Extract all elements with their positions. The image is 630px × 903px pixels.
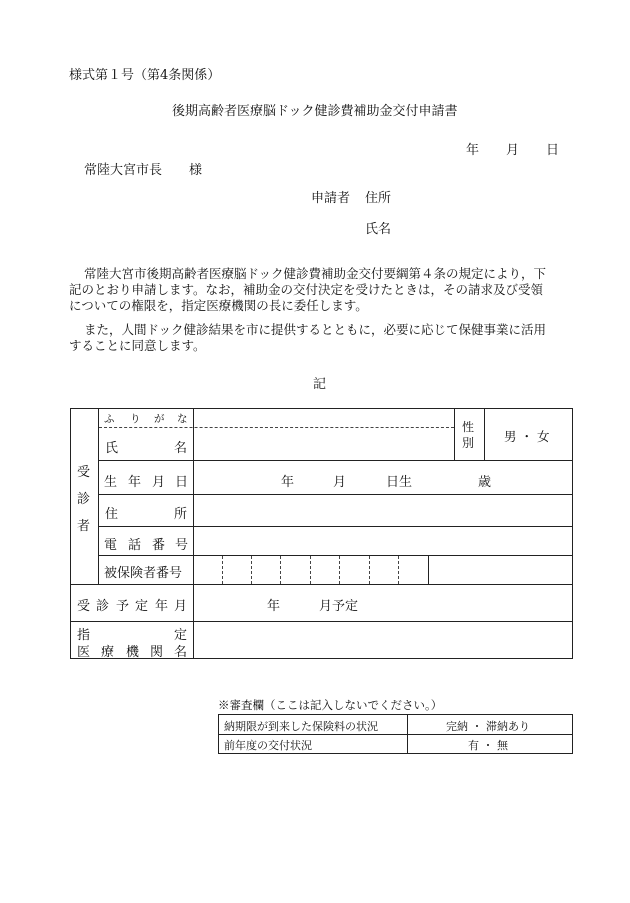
- examinee-label-2: 診: [77, 492, 91, 507]
- address-label-2: 所: [174, 507, 188, 522]
- exam-schedule-label-2: 診: [96, 599, 110, 614]
- exam-year-label: 年: [267, 599, 281, 614]
- exam-month-label: 月予定: [319, 599, 359, 614]
- name-label-2: 名: [174, 441, 188, 456]
- review-row-2-label: 前年度の交付状況: [224, 739, 312, 752]
- body-line-5: することに同意します。: [69, 338, 206, 353]
- name-label-1: 氏: [105, 441, 119, 456]
- body-line-2: 記のとおり申請します。なお，補助金の交付決定を受けたときは，その請求及び受領: [69, 282, 544, 297]
- birth-month-label: 月: [333, 475, 347, 490]
- body-line-3: についての権限を，指定医療機関の長に委任します。: [69, 298, 368, 313]
- institution-label-2d: 関: [150, 645, 164, 660]
- institution-label-2a: 医: [77, 645, 91, 660]
- phone-field[interactable]: [194, 527, 572, 555]
- date-day-label: 日: [546, 143, 560, 158]
- institution-label-1b: 定: [174, 628, 188, 643]
- applicant-name-label: 氏名: [365, 222, 392, 237]
- furigana-label-2: り: [130, 413, 141, 425]
- review-title: ※審査欄（ここは記入しないでください。）: [218, 698, 443, 712]
- insured-number-field[interactable]: [194, 556, 428, 584]
- addressee-name: 常陸大宮市長: [84, 163, 163, 178]
- age-label: 歳: [478, 475, 492, 490]
- review-row-2-value: 有 ・ 無: [468, 739, 508, 752]
- furigana-label-3: が: [154, 413, 165, 425]
- review-row-1-label: 納期限が到来した保険料の状況: [224, 720, 378, 733]
- exam-schedule-label-4: 定: [135, 599, 149, 614]
- examinee-label-3: 者: [77, 519, 91, 534]
- form-number: 様式第１号（第4条関係）: [69, 68, 221, 83]
- gender-options[interactable]: 男 ・ 女: [504, 429, 550, 444]
- exam-schedule-label-1: 受: [77, 599, 91, 614]
- review-row-1-value: 完納 ・ 滞納あり: [446, 720, 530, 733]
- exam-schedule-label-6: 月: [174, 599, 188, 614]
- page-title: 後期高齢者医療脳ドック健診費補助金交付申請書: [172, 104, 458, 119]
- phone-label-1: 電: [104, 538, 118, 553]
- body-line-4: また，人間ドック健診結果を市に提供するとともに，必要に応じて保健事業に活用: [84, 322, 547, 337]
- address-field[interactable]: [194, 495, 572, 526]
- institution-field[interactable]: [194, 622, 572, 658]
- name-field[interactable]: [194, 428, 453, 460]
- gender-label-1: 性: [462, 420, 475, 434]
- birthdate-label-4: 日: [175, 475, 189, 490]
- birthdate-label-2: 年: [128, 475, 142, 490]
- examinee-label-1: 受: [77, 465, 91, 480]
- applicant-address-label: 住所: [365, 191, 392, 206]
- ki-label: 記: [313, 377, 327, 392]
- applicant-label: 申請者: [311, 191, 351, 206]
- birthdate-label-1: 生: [104, 475, 118, 490]
- body-line-1: 常陸大宮市後期高齢者医療脳ドック健診費補助金交付要綱第４条の規定により，下: [84, 266, 547, 281]
- phone-label-4: 号: [175, 538, 189, 553]
- exam-schedule-label-5: 年: [155, 599, 169, 614]
- institution-label-2b: 療: [101, 645, 115, 660]
- institution-label-2c: 機: [126, 645, 140, 660]
- insured-number-label: 被保険者番号: [104, 566, 183, 581]
- institution-label-1a: 指: [77, 628, 91, 643]
- phone-label-2: 話: [128, 538, 142, 553]
- birth-year-label: 年: [281, 475, 295, 490]
- institution-label-2e: 名: [174, 645, 188, 660]
- furigana-field[interactable]: [194, 409, 453, 427]
- exam-schedule-label-3: 予: [116, 599, 130, 614]
- furigana-label-4: な: [177, 413, 188, 425]
- birth-day-label: 日生: [386, 475, 413, 490]
- birthdate-label-3: 月: [152, 475, 166, 490]
- gender-label-2: 別: [462, 436, 475, 450]
- address-label-1: 住: [105, 507, 119, 522]
- date-year-label: 年: [466, 143, 480, 158]
- date-month-label: 月: [506, 143, 520, 158]
- phone-label-3: 番: [152, 538, 166, 553]
- furigana-label-1: ふ: [104, 413, 115, 425]
- addressee-honorific: 様: [189, 163, 203, 178]
